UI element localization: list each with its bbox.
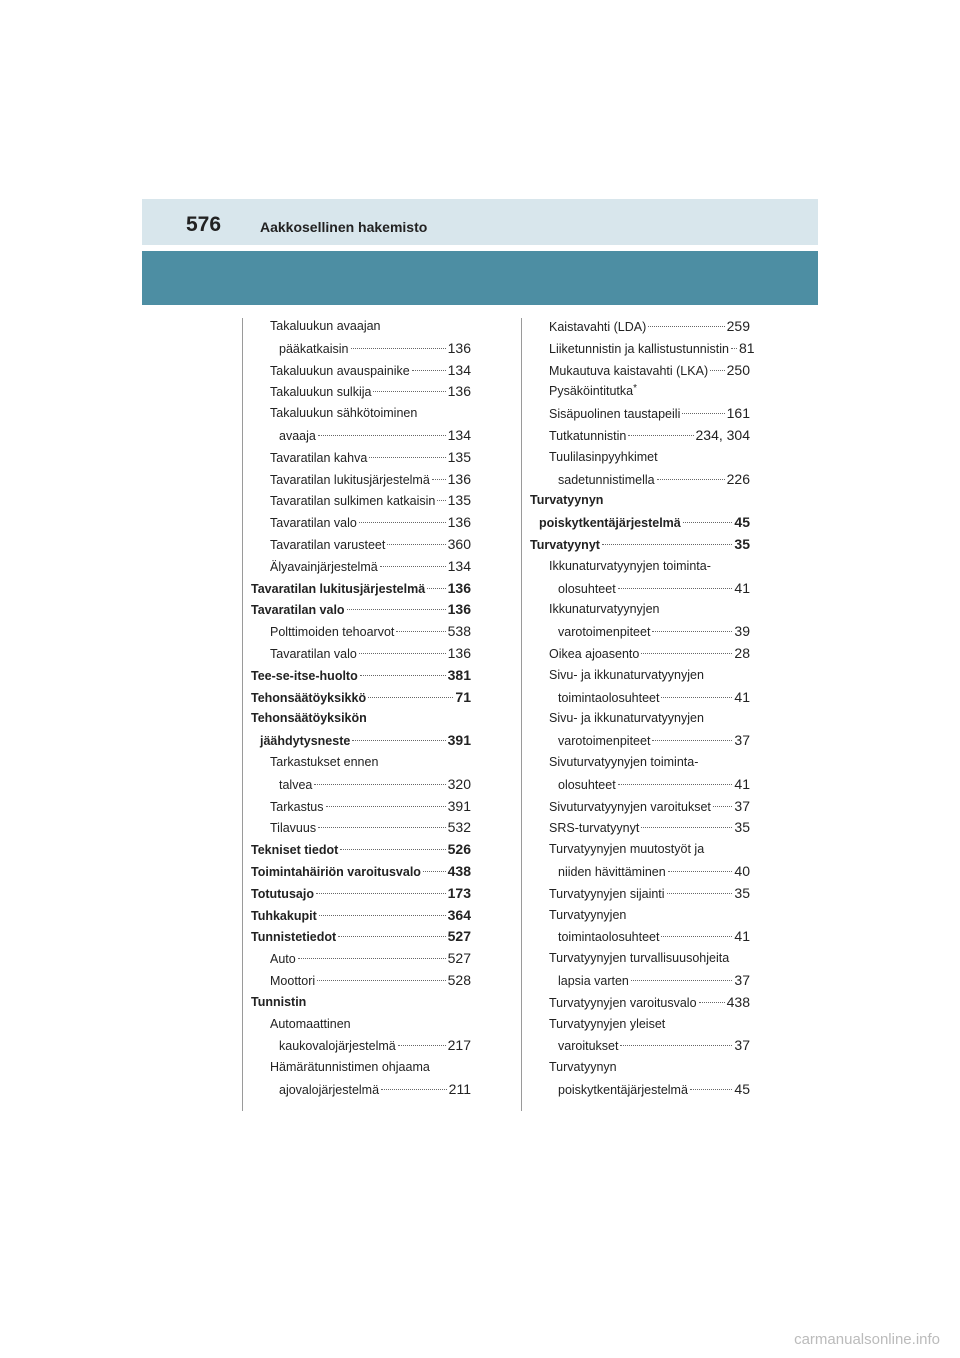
index-entry-term: talvea	[279, 777, 313, 792]
index-entry-term: lapsia varten	[558, 973, 629, 988]
index-entry	[251, 970, 471, 992]
index-entry	[251, 469, 471, 491]
dot-leader	[432, 479, 446, 480]
index-entry-footnote-mark: *	[633, 383, 637, 395]
index-entry	[530, 948, 750, 970]
index-entry-term: Kaistavahti (LDA)	[549, 320, 647, 334]
index-entry	[530, 621, 750, 643]
index-entry	[251, 643, 471, 665]
index-entry-term: olosuhteet	[558, 777, 616, 792]
index-entry	[251, 1057, 471, 1079]
index-entry	[530, 708, 750, 730]
index-entry-term: Tunnistin	[251, 994, 307, 1009]
index-entry	[251, 599, 471, 621]
page-number: 576	[186, 213, 222, 236]
index-entry	[251, 665, 471, 687]
index-entry-page: 136	[447, 579, 471, 596]
dot-leader	[380, 566, 446, 567]
index-entry-term: Hämärätunnistimen ohjaama	[270, 1060, 430, 1075]
index-entry-term: Automaattinen	[270, 1016, 351, 1031]
index-entry	[530, 1035, 750, 1057]
index-entry-page: 40	[734, 862, 750, 879]
index-entry-page: 41	[734, 928, 750, 945]
index-entry	[251, 338, 471, 360]
index-entry	[530, 861, 750, 883]
index-entry-term: toimintaolosuhteet	[558, 930, 660, 945]
index-entry-page: 45	[734, 1080, 750, 1097]
index-entry-term: olosuhteet	[558, 581, 616, 596]
index-entry-page: 41	[734, 775, 750, 792]
header-band	[142, 199, 818, 245]
index-entry	[251, 1014, 471, 1036]
index-entry-page: 526	[447, 841, 471, 858]
index-entry-page: 226	[726, 470, 750, 487]
index-entry-page: 81	[738, 339, 755, 356]
index-entry-term: Tilavuus	[270, 821, 317, 836]
index-entry-term: Tuulilasinpyyhkimet	[549, 449, 658, 464]
dot-leader	[326, 806, 446, 807]
index-entry	[530, 883, 750, 905]
index-entry-term: Turvatyynyn	[549, 1060, 617, 1075]
dot-leader	[352, 740, 445, 741]
dot-leader	[661, 697, 732, 698]
index-entry	[251, 687, 471, 709]
index-entry	[530, 926, 750, 948]
dot-leader	[369, 457, 445, 458]
index-entry-term: avaaja	[279, 428, 316, 443]
index-entry	[530, 643, 750, 665]
index-entry-page: 37	[734, 1037, 750, 1054]
index-entry	[251, 796, 471, 818]
index-entry-term: SRS-turvatyynyt	[549, 821, 640, 836]
index-entry	[530, 1057, 750, 1079]
index-entry	[251, 621, 471, 643]
index-entry-page: 527	[447, 928, 471, 945]
index-entry-term: Älyavainjärjestelmä	[270, 559, 378, 574]
index-entry-page: 438	[726, 993, 750, 1010]
index-column-right	[530, 316, 755, 1101]
index-entry	[251, 316, 471, 338]
index-entry-page: 37	[734, 797, 750, 814]
index-entry-page: 136	[447, 470, 471, 487]
index-entry-term: Sivuturvatyynyjen varoitukset	[549, 799, 711, 814]
index-entry	[530, 752, 750, 774]
index-entry-page: 173	[447, 884, 471, 901]
index-entry-term: Tavaratilan valo	[270, 646, 357, 661]
index-entry	[530, 381, 750, 403]
index-entry-term: Tee-se-itse-huolto	[251, 668, 358, 683]
index-entry-page: 39	[734, 623, 750, 640]
index-entry	[251, 1035, 471, 1057]
index-entry-page: 528	[447, 971, 471, 988]
dot-leader	[317, 980, 445, 981]
index-entry-term: Toimintahäiriön varoitusvalo	[251, 864, 421, 879]
index-entry	[251, 381, 471, 403]
index-entry-term: Mukautuva kaistavahti (LKA)	[549, 363, 709, 378]
index-entry-term: varotoimenpiteet	[558, 625, 651, 640]
index-entry-term: Turvatyynyjen varoitusvalo	[549, 995, 697, 1010]
dot-leader	[682, 413, 724, 414]
index-column-left	[251, 316, 471, 1101]
index-entry-page: 134	[447, 557, 471, 574]
index-entry-page: 35	[734, 535, 750, 552]
index-entry	[251, 425, 471, 447]
index-entry-term: Tunnistetiedot	[251, 930, 337, 945]
index-entry-term: Turvatyynyjen muutostyöt ja	[549, 842, 705, 857]
index-entry-term: Totutusajo	[251, 886, 314, 901]
index-entry-term: Tavaratilan varusteet	[270, 537, 386, 552]
index-entry-term: Turvatyynyjen turvallisuusohjeita	[549, 951, 730, 966]
dot-leader	[731, 348, 737, 349]
index-entry	[530, 360, 750, 382]
index-entry	[530, 687, 750, 709]
index-entry	[530, 469, 750, 491]
dot-leader	[618, 588, 733, 589]
dot-leader	[437, 500, 445, 501]
index-entry	[530, 556, 750, 578]
index-entry	[530, 774, 750, 796]
index-entry	[530, 403, 750, 425]
index-entry-page: 136	[447, 514, 471, 531]
dot-leader	[618, 784, 733, 785]
dot-leader	[359, 522, 446, 523]
dot-leader	[387, 544, 445, 545]
index-entry	[530, 534, 750, 556]
index-entry-page: 259	[726, 318, 750, 334]
index-entry	[530, 817, 750, 839]
index-entry	[251, 360, 471, 382]
index-entry	[251, 490, 471, 512]
index-entry-term: Tavaratilan sulkimen katkaisin	[270, 494, 436, 509]
index-entry	[251, 512, 471, 534]
dot-leader	[398, 1045, 446, 1046]
dot-leader	[668, 871, 733, 872]
index-entry	[251, 926, 471, 948]
index-entry-term: Tarkastus	[270, 799, 324, 814]
index-entry-term: poiskytkentäjärjestelmä	[558, 1082, 688, 1097]
dot-leader	[710, 370, 725, 371]
index-entry-page: 134	[447, 426, 471, 443]
index-entry-page: 538	[447, 623, 471, 640]
index-entry-term: Tavaratilan valo	[251, 603, 345, 618]
index-entry-term: Takaluukun avaajan	[270, 319, 381, 333]
index-entry-term: Tehonsäätöyksikkö	[251, 690, 367, 705]
index-entry	[251, 817, 471, 839]
index-entry	[251, 534, 471, 556]
index-entry-page: 71	[455, 688, 471, 705]
index-entry	[530, 425, 750, 447]
dot-leader	[631, 980, 733, 981]
right-column-rule	[521, 318, 522, 1111]
index-entry	[530, 578, 750, 600]
dot-leader	[652, 631, 732, 632]
index-entry	[251, 752, 471, 774]
index-entry	[530, 490, 750, 512]
index-entry-term: Sivu- ja ikkunaturvatyynyjen	[549, 711, 704, 726]
index-entry-page: 438	[447, 862, 471, 879]
dot-leader	[359, 653, 446, 654]
watermark-text: carmanualsonline.info	[794, 1331, 940, 1348]
index-entry-page: 35	[734, 884, 750, 901]
index-entry-page: 364	[447, 906, 471, 923]
index-entry-term: Turvatyynyjen yleiset	[549, 1016, 666, 1031]
dot-leader	[713, 806, 733, 807]
dot-leader	[368, 697, 453, 698]
dot-leader	[641, 653, 732, 654]
index-entry-page: 217	[447, 1037, 471, 1054]
index-entry-page: 136	[447, 339, 471, 356]
index-entry	[530, 839, 750, 861]
index-entry	[530, 796, 750, 818]
left-column-rule	[242, 318, 243, 1111]
index-entry	[251, 905, 471, 927]
dot-leader	[652, 740, 732, 741]
index-entry-term: Tavaratilan kahva	[270, 450, 368, 465]
index-entry-page: 381	[447, 666, 471, 683]
dot-leader	[340, 849, 445, 850]
index-entry-page: 250	[726, 361, 750, 378]
index-entry	[530, 970, 750, 992]
index-entry-term: Turvatyynyn	[530, 493, 604, 508]
index-entry-term: Tutkatunnistin	[549, 428, 627, 443]
dot-leader	[427, 588, 445, 589]
index-entry-term: pääkatkaisin	[279, 341, 349, 356]
dot-leader	[661, 936, 732, 937]
dot-leader	[298, 958, 446, 959]
dot-leader	[690, 1089, 733, 1090]
index-entry-term: Tekniset tiedot	[251, 843, 339, 858]
dot-leader	[699, 1002, 725, 1003]
index-entry	[251, 839, 471, 861]
index-entry	[251, 992, 471, 1014]
index-entry	[251, 948, 471, 970]
index-entry-term: Tarkastukset ennen	[270, 754, 379, 769]
index-entry-term: Turvatyynyt	[530, 537, 600, 552]
index-entry-page: 391	[447, 797, 471, 814]
index-entry	[251, 1079, 471, 1101]
index-entry-term: Liiketunnistin ja kallistustunnistin	[549, 341, 729, 356]
dot-leader	[423, 871, 446, 872]
index-entry	[530, 665, 750, 687]
index-entry-page: 37	[734, 971, 750, 988]
header-accent-bar	[142, 251, 818, 305]
index-entry-term: Takaluukun sähkötoiminen	[270, 406, 418, 421]
index-entry	[251, 556, 471, 578]
dot-leader	[318, 827, 446, 828]
index-entry-term: Takaluukun sulkija	[270, 385, 372, 400]
index-entry-page: 135	[447, 448, 471, 465]
index-entry-term: Turvatyynyjen	[549, 907, 627, 922]
index-entry-page: 320	[447, 775, 471, 792]
index-entry-page: 136	[447, 644, 471, 661]
index-entry-term: Moottori	[270, 973, 316, 988]
index-entry-term: Tavaratilan lukitusjärjestelmä	[270, 472, 430, 487]
index-entry-page: 41	[734, 579, 750, 596]
index-entry-term: Tehonsäätöyksikön	[251, 711, 367, 726]
index-entry-term: sadetunnistimella	[558, 472, 655, 487]
index-entry-term: niiden hävittäminen	[558, 864, 666, 879]
index-entry-page: 135	[447, 492, 471, 509]
index-entry-term: Tuhkakupit	[251, 908, 317, 923]
dot-leader	[657, 479, 725, 480]
index-entry-page: 41	[734, 688, 750, 705]
index-entry-page: 532	[447, 819, 471, 836]
index-entry-term: Sivuturvatyynyjen toiminta-	[549, 754, 699, 769]
dot-leader	[683, 522, 733, 523]
index-entry-term: poiskytkentäjärjestelmä	[539, 516, 681, 531]
index-entry-term: jäähdytysneste	[260, 734, 351, 749]
dot-leader	[318, 435, 446, 436]
index-entry-term: Turvatyynyjen sijainti	[549, 886, 665, 901]
index-entry-page: 391	[447, 732, 471, 749]
index-entry	[530, 730, 750, 752]
index-entry	[530, 1079, 750, 1101]
dot-leader	[351, 348, 446, 349]
page-title: Aakkosellinen hakemisto	[260, 219, 428, 235]
dot-leader	[373, 391, 445, 392]
index-entry	[530, 599, 750, 621]
index-entry	[530, 338, 755, 360]
dot-leader	[628, 435, 693, 436]
dot-leader	[316, 893, 446, 894]
index-entry-term: varoitukset	[558, 1039, 619, 1054]
index-entry-term: toimintaolosuhteet	[558, 690, 660, 705]
index-entry-term: Oikea ajoasento	[549, 646, 640, 661]
index-entry	[530, 905, 750, 927]
index-entry	[530, 1014, 750, 1036]
index-entry-term: Sisäpuolinen taustapeili	[549, 407, 681, 422]
dot-leader	[319, 915, 446, 916]
index-entry	[251, 774, 471, 796]
index-entry	[251, 730, 471, 752]
index-entry-term: varotoimenpiteet	[558, 734, 651, 749]
index-entry	[251, 708, 471, 730]
dot-leader	[602, 544, 732, 545]
index-entry-page: 360	[447, 535, 471, 552]
dot-leader	[314, 784, 445, 785]
index-entry-term: Auto	[270, 952, 296, 967]
dot-leader	[641, 827, 732, 828]
index-entry-term: Ikkunaturvatyynyjen toiminta-	[549, 558, 711, 573]
index-entry-page: 37	[734, 732, 750, 749]
index-entry-term: Takaluukun avauspainike	[270, 363, 410, 378]
dot-leader	[381, 1089, 447, 1090]
dot-leader	[360, 675, 446, 676]
index-entry	[530, 447, 750, 469]
index-entry-page: 45	[734, 514, 750, 531]
index-entry-term: Pysäköintitutka	[549, 384, 634, 399]
index-entry-page: 161	[726, 405, 750, 422]
dot-leader	[347, 609, 446, 610]
index-entry-term: Polttimoiden tehoarvot	[270, 625, 395, 640]
index-entry	[530, 512, 750, 534]
dot-leader	[648, 326, 724, 327]
index-entry-page: 28	[734, 644, 750, 661]
index-entry	[530, 992, 750, 1014]
index-entry-page: 527	[447, 950, 471, 967]
dot-leader	[620, 1045, 732, 1046]
index-entry	[251, 403, 471, 425]
dot-leader	[338, 936, 445, 937]
index-entry	[251, 447, 471, 469]
index-entry-page: 211	[448, 1080, 471, 1097]
index-entry-page: 134	[447, 361, 471, 378]
dot-leader	[412, 370, 446, 371]
index-entry-page: 234, 304	[695, 426, 750, 443]
index-entry-term: Tavaratilan valo	[270, 516, 357, 531]
index-entry	[251, 578, 471, 600]
index-entry-page: 136	[447, 383, 471, 400]
index-entry-term: Ikkunaturvatyynyjen	[549, 602, 660, 617]
index-entry-term: kaukovalojärjestelmä	[279, 1039, 396, 1054]
index-entry	[530, 316, 750, 338]
index-entry-term: Tavaratilan lukitusjärjestelmä	[251, 581, 426, 596]
dot-leader	[667, 893, 733, 894]
index-entry-term: Sivu- ja ikkunaturvatyynyjen	[549, 667, 704, 682]
index-entry	[251, 861, 471, 883]
index-entry	[251, 883, 471, 905]
index-entry-term: ajovalojärjestelmä	[279, 1082, 380, 1097]
dot-leader	[396, 631, 445, 632]
index-entry-page: 35	[734, 819, 750, 836]
index-entry-page: 136	[447, 601, 471, 618]
